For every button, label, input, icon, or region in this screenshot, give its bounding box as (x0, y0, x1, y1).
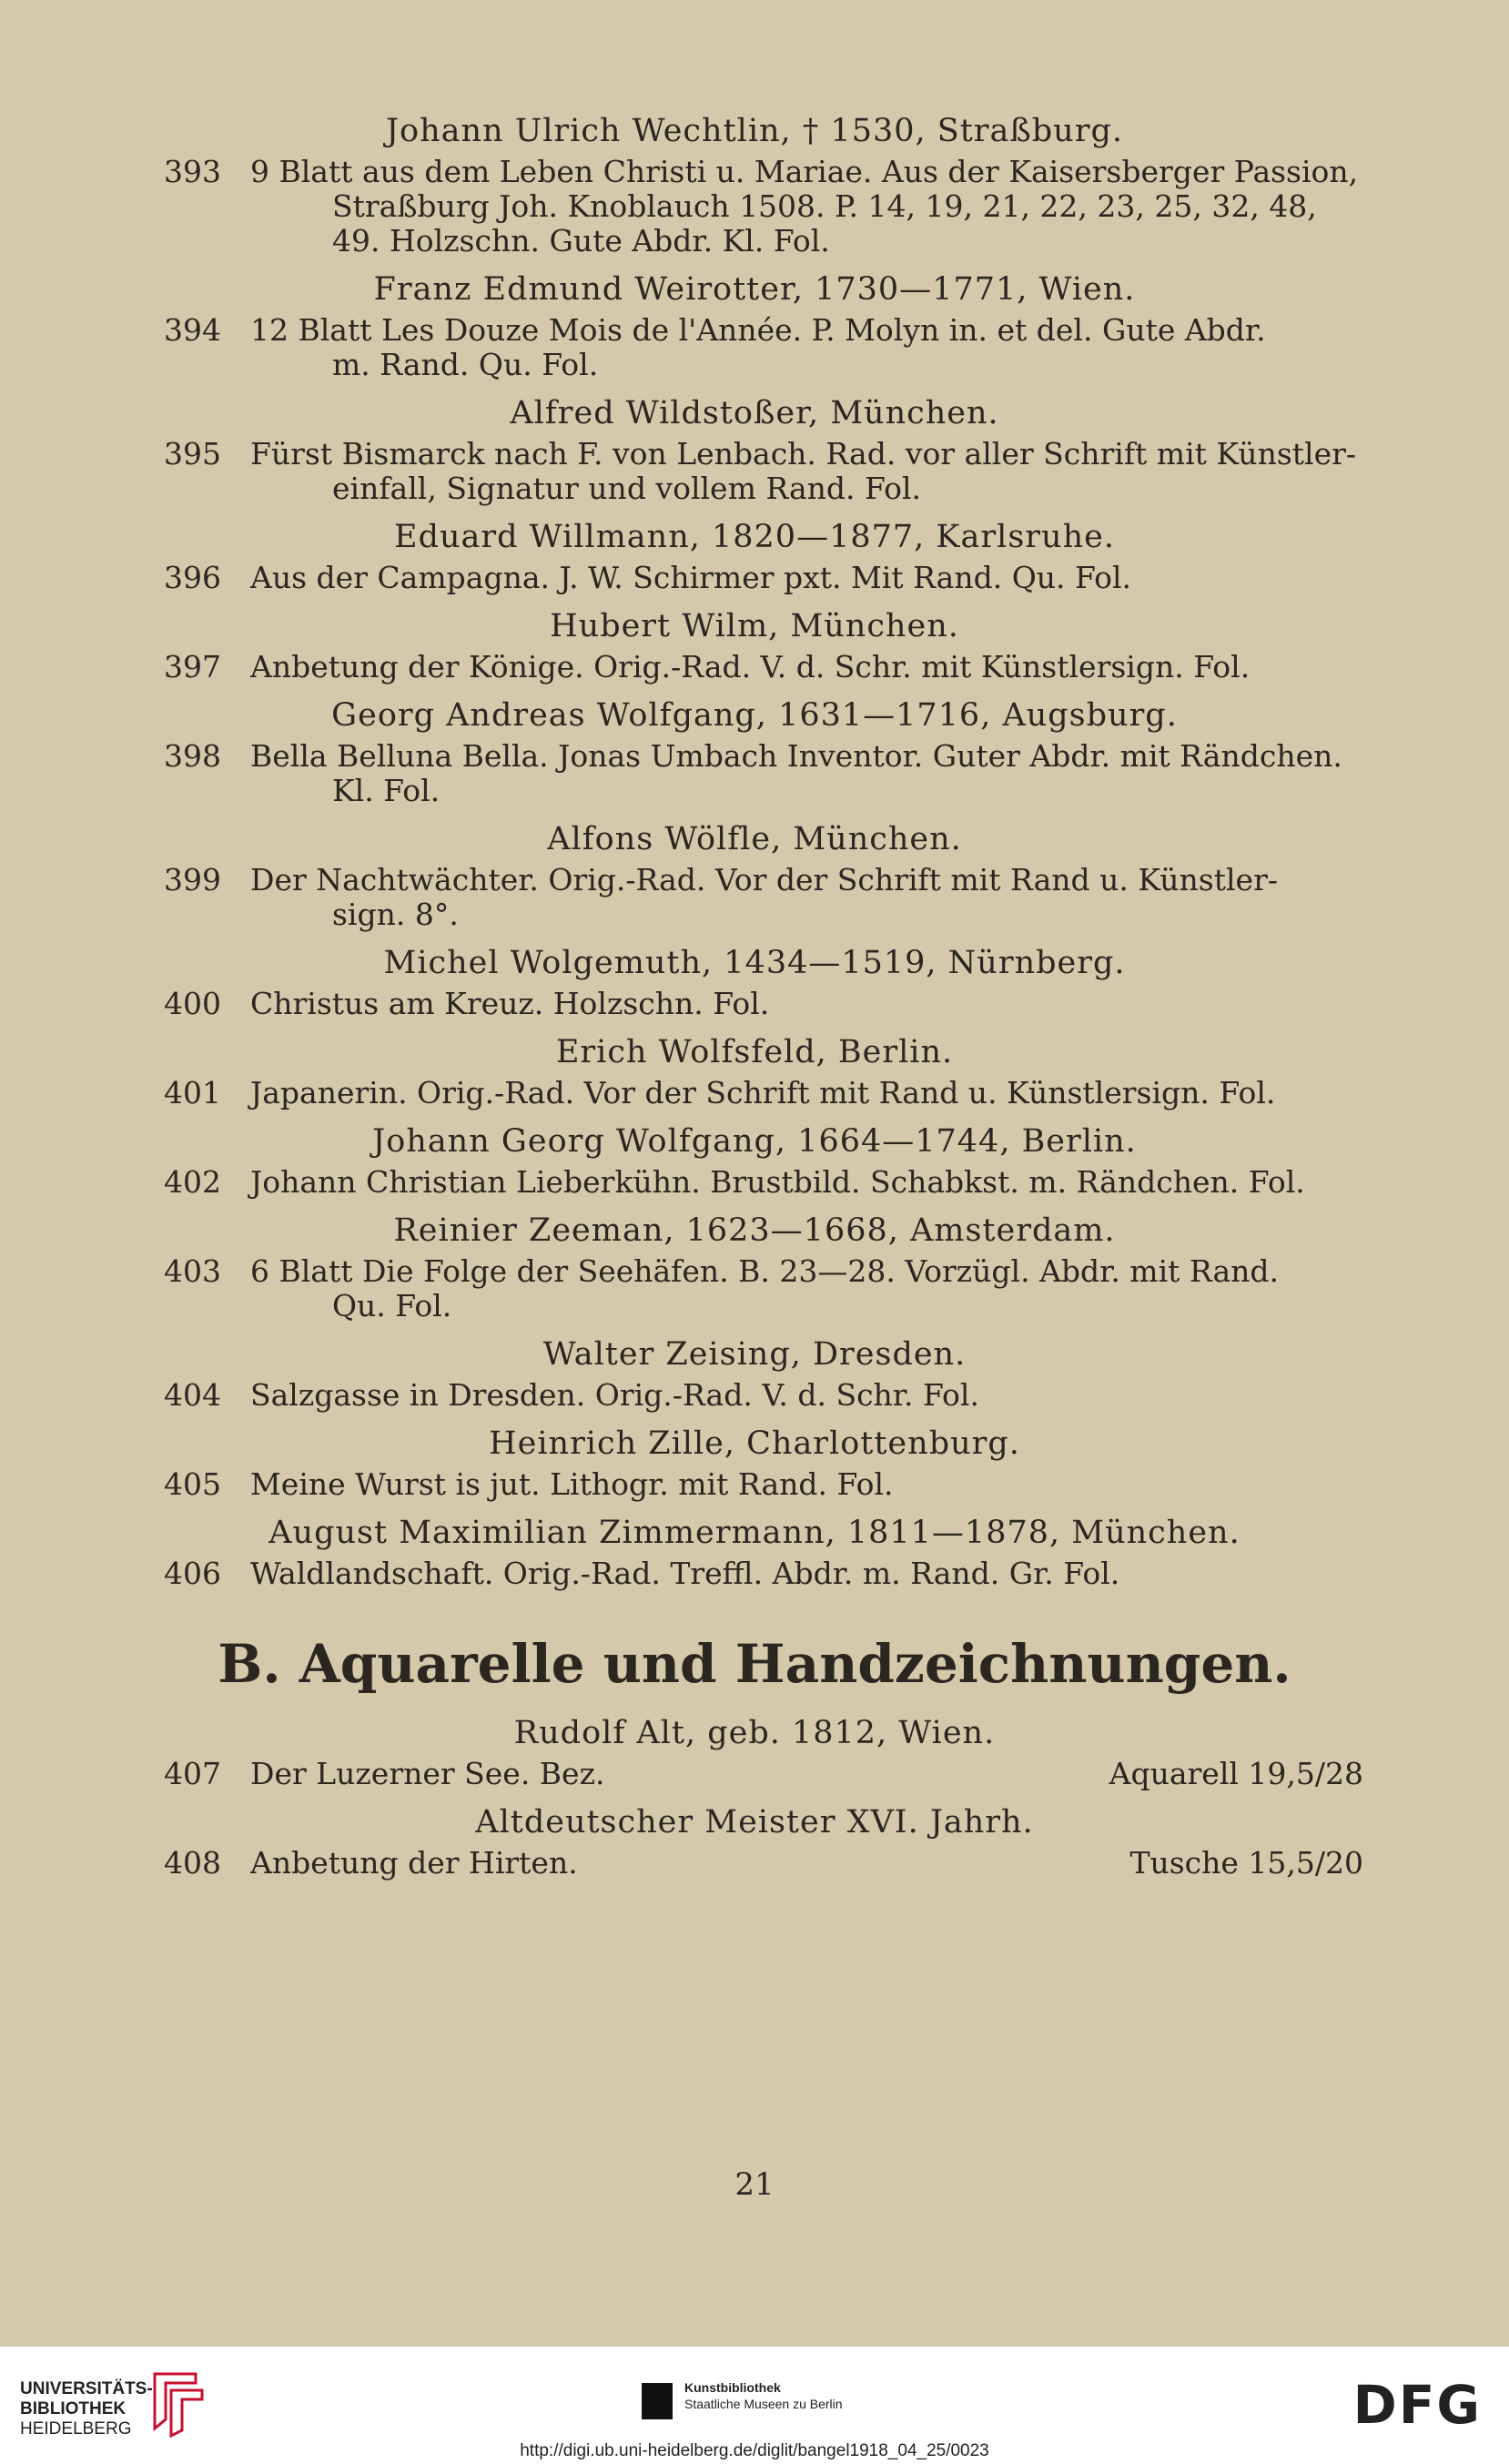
entry-number: 397 (164, 649, 221, 684)
catalog-entry (0, 561, 1509, 595)
dfg-logo: DFG (1352, 2374, 1482, 2436)
page-number: 21 (734, 2166, 775, 2203)
catalog-entry (0, 313, 1509, 382)
kunstbibliothek-logo-icon (642, 2383, 673, 2419)
artist-heading: Erich Wolfsfeld, Berlin. (555, 1034, 954, 1070)
catalog-entry (0, 863, 1509, 932)
entry-line: Christus am Kreuz. Holzschn. Fol. (250, 986, 770, 1021)
entry-medium-size: Tusche 15,5/20 (1129, 1845, 1363, 1881)
kb-title: Kunstbibliothek (684, 2380, 781, 2395)
entry-number: 399 (164, 862, 221, 897)
entry-number: 403 (164, 1253, 221, 1289)
entry-line: Japanerin. Orig.-Rad. Vor der Schrift mit Rand u. Künstlersign. Fol. (250, 1075, 1276, 1110)
entry-line: Qu. Fol. (332, 1288, 452, 1323)
entry-number: 406 (164, 1556, 221, 1591)
entry-line: Fürst Bismarck nach F. von Lenbach. Rad. vor aller Schrift mit Künstler- (250, 436, 1357, 472)
source-url[interactable]: http://digi.ub.uni-heidelberg.de/diglit/bangel1918_04_25/0023 (520, 2441, 989, 2460)
entry-description (250, 1076, 1361, 1110)
artist-heading: Rudolf Alt, geb. 1812, Wien. (513, 1715, 996, 1751)
artist-heading: Alfred Wildstoßer, München. (510, 395, 999, 431)
catalog-entry (0, 437, 1509, 506)
entry-number: 407 (164, 1756, 221, 1791)
artist-heading: Johann Ulrich Wechtlin, † 1530, Straßburg. (385, 113, 1123, 149)
entry-number: 393 (164, 154, 221, 189)
university-library-logo-text (20, 2379, 153, 2439)
entry-line: 12 Blatt Les Douze Mois de l'Année. P. Molyn in. et del. Gute Abdr. (250, 312, 1266, 348)
entry-description (250, 437, 1361, 506)
entry-line: 6 Blatt Die Folge der Seehäfen. B. 23—28. Vorzügl. Abdr. mit Rand. (250, 1253, 1280, 1289)
entry-description (250, 1165, 1361, 1200)
entry-line: 9 Blatt aus dem Leben Christi u. Mariae. Aus der Kaisersberger Passion, (250, 154, 1359, 189)
entry-description: Anbetung der Hirten. (250, 1845, 578, 1881)
artist-heading: Alfons Wölfle, München. (547, 821, 962, 857)
catalog-entry (0, 650, 1509, 684)
entry-number: 402 (164, 1164, 221, 1200)
artist-heading: Reinier Zeeman, 1623—1668, Amsterdam. (393, 1212, 1116, 1249)
entry-number: 405 (164, 1466, 221, 1502)
university-logo-icon (146, 2365, 209, 2438)
artist-heading: Georg Andreas Wolfgang, 1631—1716, Augsburg. (331, 697, 1178, 734)
catalog-entry (0, 155, 1509, 259)
entry-description (250, 1254, 1361, 1323)
artist-heading: August Maximilian Zimmermann, 1811—1878, München. (268, 1515, 1241, 1551)
catalog-entry (0, 1556, 1509, 1591)
entries-section-b (0, 1709, 1509, 1881)
catalog-entry (0, 1254, 1509, 1323)
catalog-entry (0, 1757, 1509, 1791)
entry-number: 401 (164, 1075, 221, 1110)
uni-line-2: BIBLIOTHEK (20, 2399, 127, 2418)
entry-number: 408 (164, 1845, 221, 1881)
entry-description (250, 1467, 1361, 1502)
artist-heading: Eduard Willmann, 1820—1877, Karlsruhe. (394, 519, 1115, 555)
entry-line: 49. Holzschn. Gute Abdr. Kl. Fol. (332, 223, 830, 259)
entry-number: 398 (164, 738, 221, 774)
entry-description (250, 313, 1361, 382)
catalog-content (0, 100, 1509, 1881)
entry-medium-size: Aquarell 19,5/28 (1109, 1756, 1363, 1791)
entry-line: Kl. Fol. (332, 773, 441, 808)
entry-description: Der Luzerner See. Bez. (250, 1756, 605, 1791)
footer-bar (0, 2347, 1509, 2464)
entry-line: Aus der Campagna. J. W. Schirmer pxt. Mit Rand. Qu. Fol. (250, 560, 1132, 595)
entry-description (250, 739, 1361, 808)
catalog-entry (0, 1076, 1509, 1110)
entries-section-a (0, 107, 1509, 1591)
entry-description (250, 650, 1361, 684)
entry-line: einfall, Signatur und vollem Rand. Fol. (332, 471, 921, 506)
entry-line: Bella Belluna Bella. Jonas Umbach Inventor. Guter Abdr. mit Rändchen. (250, 738, 1342, 774)
entry-description (250, 155, 1361, 259)
catalog-entry (0, 1378, 1509, 1413)
artist-heading: Hubert Wilm, München. (550, 608, 959, 644)
entry-number: 400 (164, 986, 221, 1021)
catalog-entry (0, 1165, 1509, 1200)
uni-line-3: HEIDELBERG (20, 2419, 132, 2439)
catalog-entry (0, 739, 1509, 808)
entry-number: 404 (164, 1377, 221, 1413)
section-heading: B. Aquarelle und Handzeichnungen. (218, 1633, 1291, 1695)
entry-line: Straßburg Joh. Knoblauch 1508. P. 14, 19, 21, 22, 23, 25, 32, 48, (332, 188, 1317, 224)
artist-heading: Heinrich Zille, Charlottenburg. (489, 1425, 1020, 1462)
entry-line: Salzgasse in Dresden. Orig.-Rad. V. d. Schr. Fol. (250, 1377, 979, 1413)
entry-description (250, 1378, 1361, 1413)
kunstbibliothek-label (684, 2379, 843, 2412)
catalog-entry (0, 1467, 1509, 1502)
entry-line: Anbetung der Könige. Orig.-Rad. V. d. Schr. mit Künstlersign. Fol. (250, 649, 1251, 684)
uni-line-1: UNIVERSITÄTS- (20, 2379, 153, 2398)
entry-line: Meine Wurst is jut. Lithogr. mit Rand. Fol. (250, 1466, 894, 1502)
artist-heading: Walter Zeising, Dresden. (542, 1336, 967, 1373)
artist-heading: Michel Wolgemuth, 1434—1519, Nürnberg. (383, 945, 1126, 981)
entry-description (250, 987, 1361, 1021)
entry-line: m. Rand. Qu. Fol. (332, 347, 599, 382)
entry-line: Der Nachtwächter. Orig.-Rad. Vor der Schrift mit Rand u. Künstler- (250, 862, 1279, 897)
kb-subtitle: Staatliche Museen zu Berlin (684, 2397, 843, 2411)
entry-description (250, 863, 1361, 932)
entry-number: 395 (164, 436, 221, 472)
entry-description (250, 561, 1361, 595)
entry-number: 396 (164, 560, 221, 595)
catalog-entry (0, 1846, 1509, 1881)
entry-line: Waldlandschaft. Orig.-Rad. Treffl. Abdr. m. Rand. Gr. Fol. (250, 1556, 1120, 1591)
artist-heading: Altdeutscher Meister XVI. Jahrh. (475, 1804, 1034, 1840)
entry-description (250, 1556, 1361, 1591)
entry-line: Johann Christian Lieberkühn. Brustbild. Schabkst. m. Rändchen. Fol. (250, 1164, 1305, 1200)
artist-heading: Franz Edmund Weirotter, 1730—1771, Wien. (373, 271, 1136, 308)
artist-heading: Johann Georg Wolfgang, 1664—1744, Berlin. (372, 1123, 1137, 1160)
entry-number: 394 (164, 312, 221, 348)
catalog-entry (0, 987, 1509, 1021)
entry-line: sign. 8°. (332, 897, 459, 932)
